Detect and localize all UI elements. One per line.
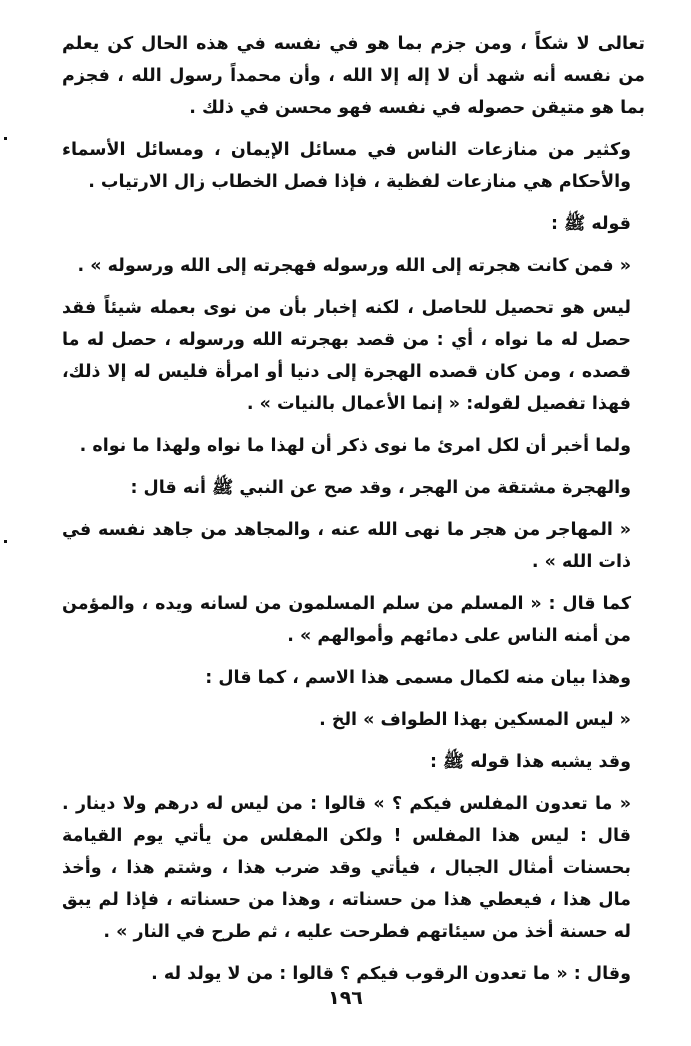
paragraph-11: « ليس المسكين بهذا الطواف » الخ . — [319, 710, 631, 730]
paragraph-4: « فمن كانت هجرته إلى الله ورسوله فهجرته إلى الله ورسوله » . — [77, 256, 631, 276]
paragraph-12: وقد يشبه هذا قوله ﷺ : — [429, 752, 631, 772]
paragraph-9: كما قال : « المسلم من سلم المسلمون من لسانه ويده ، والمؤمن من أمنه الناس على دمائهم وأموالهم » . — [62, 594, 631, 646]
paragraph-1: تعالى لا شكاً ، ومن جزم بما هو في نفسه في هذه الحال كن يعلم من نفسه أنه شهد أن لا إله إلا الله ، وأن محمداً رسول الله ، فجزم بما هو متيقن حصوله في نفسه فهو محسن في ذلك . — [62, 34, 645, 118]
margin-mark-middle — [4, 540, 7, 543]
paragraph-3: قوله ﷺ : — [551, 214, 631, 234]
page-body — [62, 28, 645, 1000]
paragraph-5: ليس هو تحصيل للحاصل ، لكنه إخبار بأن من نوى بعمله شيئاً فقد حصل له ما نواه ، أي : من قصد بهجرته الله ورسوله ، حصل له ما قصده ، ومن كان قصده الهجرة إلى دنيا أو امرأة فليس له إلا ذلك، فهذا تفصيل لقوله: « إنما الأعمال بالنيات » . — [62, 298, 631, 414]
paragraph-6: ولما أخبر أن لكل امرئ ما نوى ذكر أن لهذا ما نواه ولهذا ما نواه . — [79, 436, 631, 456]
paragraph-2: وكثير من منازعات الناس في مسائل الإيمان ، ومسائل الأسماء والأحكام هي منازعات لفظية ، فإذا فصل الخطاب زال الارتياب . — [62, 140, 631, 192]
margin-mark-top — [4, 137, 7, 140]
paragraph-14: وقال : « ما تعدون الرقوب فيكم ؟ قالوا : من لا يولد له . — [151, 964, 631, 984]
paragraph-10: وهذا بيان منه لكمال مسمى هذا الاسم ، كما قال : — [205, 668, 631, 688]
page-number: ١٩٦ — [328, 987, 363, 1009]
paragraph-8: « المهاجر من هجر ما نهى الله عنه ، والمجاهد من جاهد نفسه في ذات الله » . — [62, 520, 631, 572]
paragraph-13: « ما تعدون المفلس فيكم ؟ » قالوا : من ليس له درهم ولا دينار . قال : ليس هذا المفلس ! ولكن المفلس من يأتي يوم القيامة بحسنات أمثال الجبال ، فيأتي وقد ضرب هذا ، وشتم هذا ، وأخذ مال هذا ، فيعطي هذا من حسناته ، وهذا من حسناته ، فإذا لم يبق له حسنة أخذ من سيئاتهم فطرحت عليه ، ثم طرح في النار » . — [62, 794, 631, 942]
paragraph-7: والهجرة مشتقة من الهجر ، وقد صح عن النبي ﷺ أنه قال : — [130, 478, 631, 498]
